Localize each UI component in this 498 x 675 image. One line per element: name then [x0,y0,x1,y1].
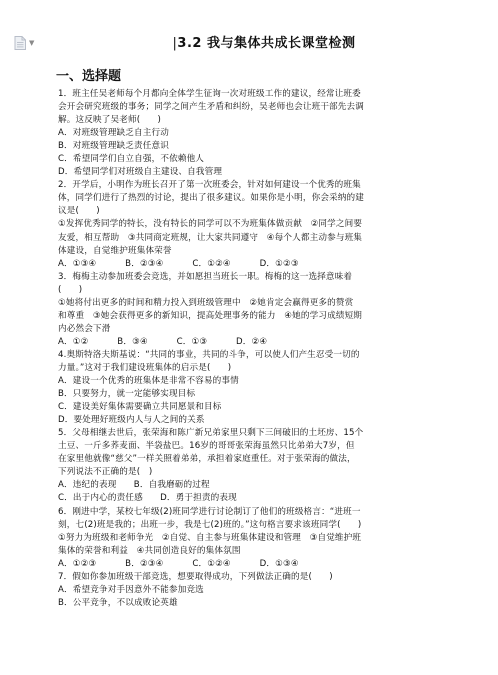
text-line: 5．父母相继去世后，张荣海和陈广新兄弟家里只剩下三间破旧的土坯房、15个 [58,428,364,439]
text-line: 下列说法不正确的是( ) [58,467,153,478]
text-line: 2．开学后，小明作为班长召开了第一次班委会，针对如何建设一个优秀的班集 [58,180,361,191]
text-line: B．对班级管理缺乏责任意识 [58,141,169,152]
text-line: C．出于内心的责任感 D．勇于担责的表现 [58,493,237,504]
text-line: 3．梅梅主动参加班委会竞选，并如愿担当班长一职。梅梅的这一选择意味着 [58,271,353,282]
text-line: A．希望竞争对手因意外不能参加竞选 [58,584,204,595]
text-line: A．对班级管理缺乏自主行动 [58,128,169,139]
text-line: 会开会研究班级的事务；同学之间产生矛盾和纠纷，吴老师也会让班干部先去调 [58,102,365,113]
text-line: 6．刚进中学，某校七年级(2)班同学进行讨论制订了他们的班级格言：“进班一 [58,506,361,517]
text-line: 议是( ) [58,206,100,217]
text-line: 和尊重 ③她会获得更多的新知识，提高处理事务的能力 ④她的学习成绩短期 [58,310,363,321]
text-line: A．①②③ B．②③④ C．①②④ D．①③④ [58,558,299,569]
text-cursor: | [172,36,178,51]
text-line: 7．假如你参加班级干部竞选，想要取得成功，下列做法正确的是( ) [58,571,333,582]
document-icon [14,36,26,50]
text-line: 体，同学们进行了热烈的讨论，提出了很多建议。如果你是小明，你会采纳的建 [58,193,365,204]
text-line: D．希望同学们对班级自主建设、自我管理 [58,167,223,178]
document-options[interactable] [14,36,34,50]
text-line: 1．班主任吴老师每个月都向全体学生征询一次对班级工作的建议，经常让班委 [58,89,361,99]
text-line: B．公平竞争，不以成败论英雄 [58,597,178,608]
document-page [58,32,470,610]
text-line: 力量。”这对于我们建设班集体的启示是( ) [58,362,232,373]
title-text: 3.2 我与集体共成长课堂检测 [177,36,356,51]
text-line: B．只要努力，就一定能够实现目标 [58,389,196,400]
text-line: 集体的荣誉和利益 ④共同创造良好的集体氛围 [58,545,241,556]
text-line: ①努力为班级和老师争光 ②自觉、自主参与班集体建设和管理 ③自觉维护班 [58,532,362,543]
text-line: 4.奥斯特洛夫斯基说：“共同的事业，共同的斗争，可以使人们产生忍受一切的 [58,349,360,360]
text-line: D．要处理好班级内人与人之间的关系 [58,415,205,426]
text-line: A．①③④ B．②③④ C．①②④ D．①②③ [58,258,299,269]
text-line: C．建设美好集体需要确立共同愿景和目标 [58,402,222,413]
text-line: 解。这反映了吴老师( ) [58,115,161,126]
text-line: 刻，七(2)班是我的；出班一步，我是七(2)班的。”这句格言要求该班同学( ) [58,519,362,530]
text-line: 在家里他就像“慈父”一样关照着弟弟，承担着家庭重任。对于张荣海的做法， [58,454,356,465]
text-line: ①发挥优秀同学的特长，没有特长的同学可以不为班集体做贡献 ②同学之间要 [58,219,363,230]
text-line: A．违纪的表现 B．自我磨砺的过程 [58,480,210,491]
text-line: 体建设，自觉维护班集体荣誉 [58,245,172,256]
text-line: A．①② B．③④ C．①③ D．②④ [58,336,268,347]
text-line: 友爱，相互帮助 ③共同商定班规，让大家共同遵守 ④每个人都主动参与班集 [58,232,363,243]
text-line: 内必然会下滑 [58,323,111,334]
question-list [58,88,470,610]
text-line: A．建设一个优秀的班集体是非常不容易的事情 [58,376,239,387]
text-line: ①她将付出更多的时间和精力投入到班级管理中 ②她肯定会赢得更多的赞赏 [58,297,354,308]
caret-down-icon: ▼ [29,38,35,47]
text-line: C．希望同学们自立自强，不依赖他人 [58,154,205,165]
page-title [58,32,470,51]
section-heading: 一、选择题 [56,69,122,84]
text-line: 土豆、一斤多荞麦面、半袋盐巴。16岁的哥哥张荣海虽然只比弟弟大7岁，但 [58,441,355,452]
text-line: ( ) [58,284,83,295]
